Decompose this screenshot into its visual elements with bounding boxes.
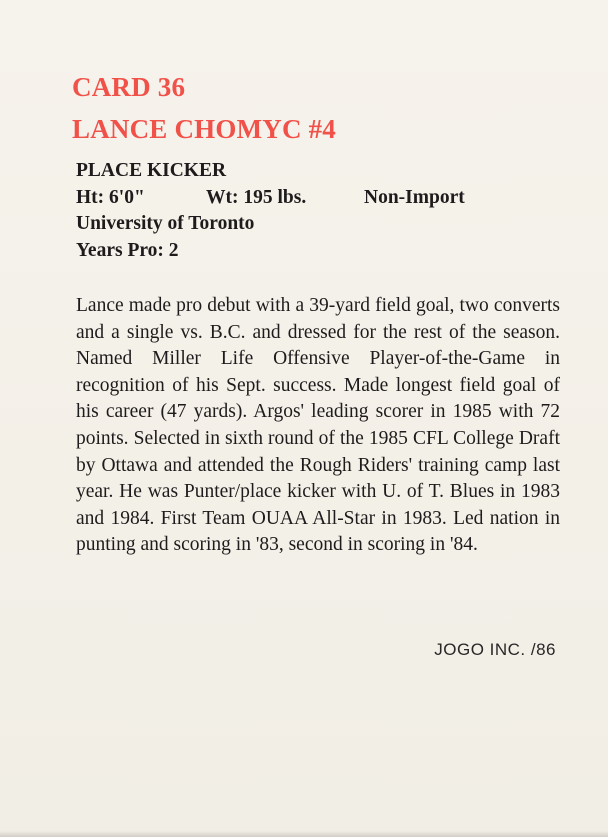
player-school: University of Toronto <box>76 213 255 234</box>
player-height: Ht: 6'0" <box>76 186 145 208</box>
player-bio: Lance made pro debut with a 39-yard field goal, two converts and a single vs. B.C. and dressed for the rest of the season. Named Miller Life Offensive Player-of-the-Game in recognition of his Sept. success. Made longest field goal of his career (47 yards). Argos' leading scorer in 1985 with 72 points. Selected in sixth round of the 1985 CFL College Draft by Ottawa and attended the Rough Riders' training camp last year. He was Punter/place kicker with U. of T. Blues in 1983 and 1984. First Team OUAA All-Star in 1983. Led nation in punting and scoring in '83, second in scoring in '84. <box>76 295 560 556</box>
measurements-row <box>76 185 465 212</box>
player-stats <box>76 158 465 264</box>
years-pro-row <box>76 238 465 265</box>
player-name: LANCE CHOMYC #4 <box>72 114 336 144</box>
player-status: Non-Import <box>364 186 465 208</box>
player-years-pro: Years Pro: 2 <box>76 239 179 261</box>
position-row <box>76 158 465 185</box>
player-position: PLACE KICKER <box>76 160 227 181</box>
player-weight: Wt: 195 lbs. <box>206 186 307 208</box>
card-number: CARD 36 <box>72 72 186 102</box>
school-row <box>76 211 465 238</box>
publisher-credit: JOGO INC. /86 <box>434 640 556 659</box>
card-edge-shadow <box>0 831 608 837</box>
